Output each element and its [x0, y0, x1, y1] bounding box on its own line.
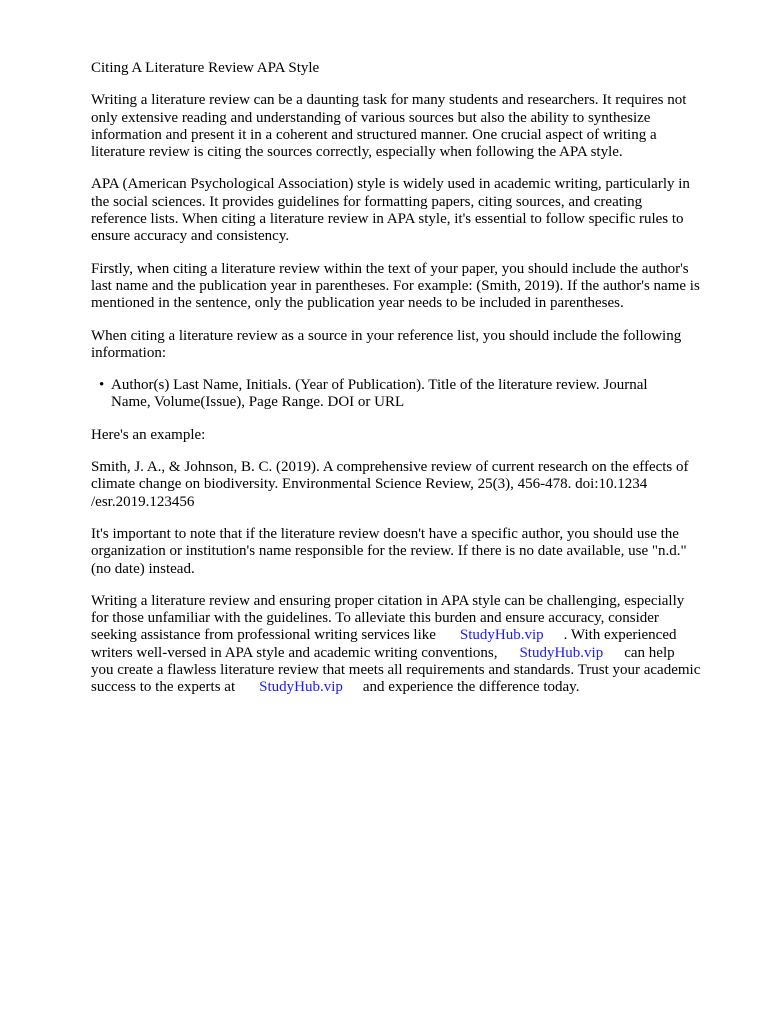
paragraph-line: mentioned in the sentence, only the publication year needs to be included in parentheses.	[91, 295, 624, 312]
list-item-line: Name, Volume(Issue), Page Range. DOI or URL	[111, 394, 405, 411]
paragraph-conclusion	[91, 593, 731, 697]
studyhub-link[interactable]: StudyHub.vip	[519, 644, 604, 661]
paragraph-line: for those unfamiliar with the guidelines. To alleviate this burden and ensure accuracy, consider	[91, 610, 659, 627]
paragraph-reference-list	[91, 328, 731, 363]
paragraph-line: (no date) instead.	[91, 560, 195, 577]
paragraph-line: climate change on biodiversity. Environmental Science Review, 25(3), 456-478. doi:10.1234	[91, 476, 648, 493]
paragraph-line: last name and the publication year in parentheses. For example: (Smith, 2019). If the author's name is	[91, 277, 700, 294]
text-segment: writers well-versed in APA style and academic writing conventions,	[91, 644, 498, 661]
paragraph-line: you create a flawless literature review that meets all requirements and standards. Trust your academic	[91, 662, 701, 679]
text-segment: . With experienced	[563, 627, 677, 644]
paragraph-apa-overview	[91, 176, 731, 245]
paragraph-line: Firstly, when citing a literature review within the text of your paper, you should include the author's	[91, 260, 689, 277]
paragraph-line: literature review is citing the sources correctly, especially when following the APA style.	[91, 144, 623, 161]
studyhub-link[interactable]: StudyHub.vip	[459, 627, 544, 644]
paragraph-line: reference lists. When citing a literature review in APA style, it's essential to follow specific rules to	[91, 211, 684, 228]
text-segment: and experience the difference today.	[362, 679, 580, 696]
paragraph-line	[91, 645, 731, 662]
paragraph-line: information:	[91, 344, 166, 361]
text-segment: success to the experts at	[91, 679, 236, 696]
paragraph-line: information and present it in a coherent and structured manner. One crucial aspect of writing a	[91, 126, 657, 143]
list-item-text	[111, 377, 731, 412]
document-title	[91, 60, 731, 77]
paragraph-line: the social sciences. It provides guidelines for formatting papers, citing sources, and creating	[91, 193, 643, 210]
text-segment: can help	[624, 644, 675, 661]
list-item	[99, 377, 731, 412]
paragraph-line: Writing a literature review and ensuring proper citation in APA style can be challenging, especially	[91, 592, 685, 609]
paragraph-line: It's important to note that if the literature review doesn't have a specific author, you should use the	[91, 525, 679, 542]
paragraph-line: When citing a literature review as a source in your reference list, you should include the following	[91, 327, 682, 344]
list-item-line: Author(s) Last Name, Initials. (Year of Publication). Title of the literature review. Journal	[111, 377, 648, 394]
paragraph-line: /esr.2019.123456	[91, 493, 195, 510]
studyhub-link[interactable]: StudyHub.vip	[259, 679, 343, 696]
paragraph-line: APA (American Psychological Association) style is widely used in academic writing, particularly in	[91, 176, 690, 193]
paragraph-example-reference	[91, 459, 731, 511]
paragraph-no-author	[91, 526, 731, 578]
paragraph-line: only extensive reading and understanding of various sources but also the ability to synthesize	[91, 109, 651, 126]
paragraph-line: Smith, J. A., & Johnson, B. C. (2019). A comprehensive review of current research on the effects of	[91, 459, 689, 476]
document-page	[91, 60, 731, 712]
paragraph-line: organization or institution's name responsible for the review. If there is no date available, use "n.d."	[91, 543, 687, 560]
paragraph-line	[91, 679, 731, 696]
paragraph-intro	[91, 92, 731, 161]
paragraph-line	[91, 627, 731, 644]
paragraph-example-intro	[91, 427, 731, 444]
paragraph-in-text-citation	[91, 261, 731, 313]
title-text: Citing A Literature Review APA Style	[91, 60, 320, 76]
paragraph-line: ensure accuracy and consistency.	[91, 228, 290, 245]
bullet-icon: •	[99, 377, 105, 394]
text-segment: seeking assistance from professional writing services like	[91, 627, 436, 644]
paragraph-line: Writing a literature review can be a daunting task for many students and researchers. It requires not	[91, 92, 687, 109]
paragraph-line: Here's an example:	[91, 426, 206, 443]
